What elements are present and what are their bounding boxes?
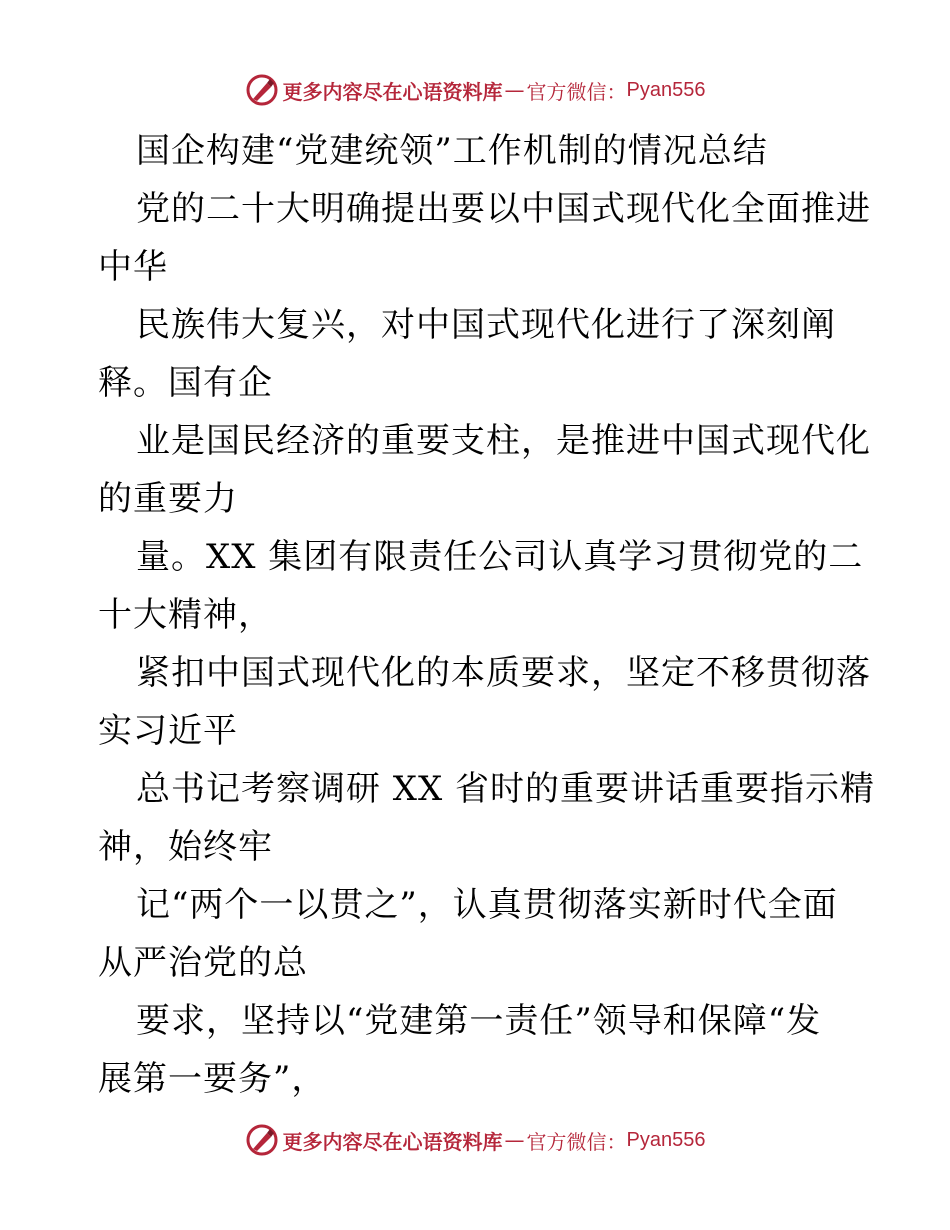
text-line: 总书记考察调研 XX 省时的重要讲话重要指示精 — [136, 769, 876, 809]
banner-dash: — — [504, 1128, 525, 1152]
text-line: 中华 — [98, 247, 168, 287]
footer-banner — [0, 1120, 950, 1160]
text-line: 要求，坚持以“党建第一责任”领导和保障“发 — [136, 1001, 822, 1041]
text-line: 党的二十大明确提出要以中国式现代化全面推进 — [136, 189, 871, 229]
pen-logo-icon — [245, 1123, 279, 1157]
document-body — [98, 122, 876, 1108]
header-banner — [0, 70, 950, 110]
banner-sub-text: 官方微信： — [526, 79, 627, 104]
banner-main-text: 更多内容尽在心语资料库 — [282, 79, 503, 104]
text-line: 十大精神， — [98, 595, 273, 635]
text-line: 业是国民经济的重要支柱，是推进中国式现代化 — [136, 421, 871, 461]
text-line: 民族伟大复兴，对中国式现代化进行了深刻阐 — [136, 305, 836, 345]
banner-wechat-id: Pyan556 — [626, 1128, 706, 1151]
banner-wechat-id: Pyan556 — [626, 78, 706, 101]
text-line: 紧扣中国式现代化的本质要求，坚定不移贯彻落 — [136, 653, 871, 693]
banner-dash: — — [504, 78, 525, 102]
document-title: 国企构建“党建统领”工作机制的情况总结 — [136, 131, 768, 171]
text-line: 展第一要务”， — [98, 1059, 327, 1099]
banner-main-text: 更多内容尽在心语资料库 — [282, 1129, 503, 1154]
text-line: 从严治党的总 — [98, 943, 308, 983]
text-line: 神，始终牢 — [98, 827, 273, 867]
text-line: 的重要力 — [98, 479, 238, 519]
text-line: 实习近平 — [98, 711, 238, 751]
pen-logo-icon — [245, 73, 279, 107]
banner-sub-text: 官方微信： — [526, 1129, 627, 1154]
text-line: 释。国有企 — [98, 363, 273, 403]
text-line: 记“两个一以贯之”，认真贯彻落实新时代全面 — [136, 885, 838, 925]
text-line: 量。XX 集团有限责任公司认真学习贯彻党的二 — [136, 537, 864, 577]
